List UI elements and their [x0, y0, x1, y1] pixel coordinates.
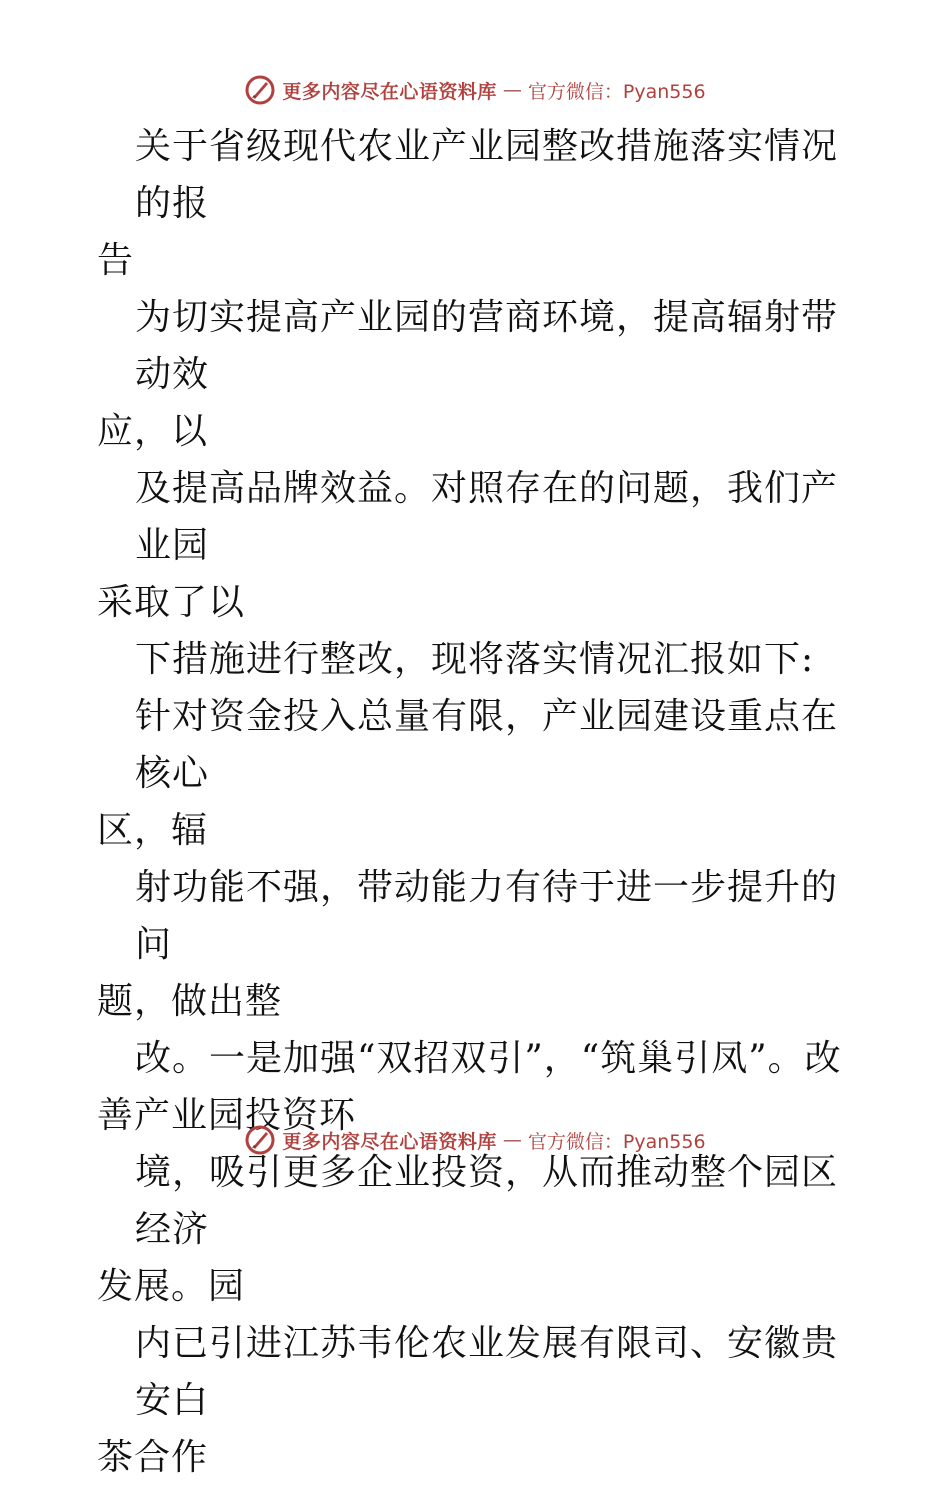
- document-line: 告: [97, 240, 135, 281]
- document-line: 区，辐: [97, 810, 209, 851]
- document-line: 茶合作: [97, 1437, 209, 1478]
- banner-dash: —: [502, 79, 522, 101]
- banner-brand: 更多内容尽在心语资料库: [282, 1130, 497, 1153]
- banner-contact: 官方微信：Pyan556: [527, 80, 706, 103]
- document-line: 及提高品牌效益。对照存在的问题，我们产业园: [135, 468, 839, 566]
- document-line: 射功能不强，带动能力有待于进一步提升的问: [135, 867, 839, 965]
- feather-pen-icon: [244, 1124, 276, 1156]
- document-line: 善产业园投资环: [97, 1095, 357, 1136]
- document-line: 应，以: [97, 411, 209, 452]
- document-line: 关于省级现代农业产业园整改措施落实情况的报: [135, 126, 839, 224]
- banner-dash: —: [502, 1129, 522, 1151]
- document-line: 题，做出整: [97, 981, 283, 1022]
- document-body: [97, 118, 857, 1486]
- document-line: 采取了以: [97, 582, 246, 623]
- footer-banner: [0, 1120, 950, 1160]
- banner-brand: 更多内容尽在心语资料库: [282, 80, 497, 103]
- document-line: 改。一是加强“双招双引”，“筑巢引凤”。改: [135, 1038, 842, 1079]
- document-line: 境，吸引更多企业投资，从而推动整个园区经济: [135, 1152, 839, 1250]
- document-line: 下措施进行整改，现将落实情况汇报如下:: [135, 639, 815, 680]
- document-line: 发展。园: [97, 1266, 246, 1307]
- document-line: 为切实提高产业园的营商环境，提高辐射带动效: [135, 297, 839, 395]
- document-line: 针对资金投入总量有限，产业园建设重点在核心: [135, 696, 839, 794]
- banner-contact: 官方微信：Pyan556: [527, 1130, 706, 1153]
- header-banner: [0, 70, 950, 110]
- document-line: 内已引进江苏韦伦农业发展有限司、安徽贵安白: [135, 1323, 839, 1421]
- feather-pen-icon: [244, 74, 276, 106]
